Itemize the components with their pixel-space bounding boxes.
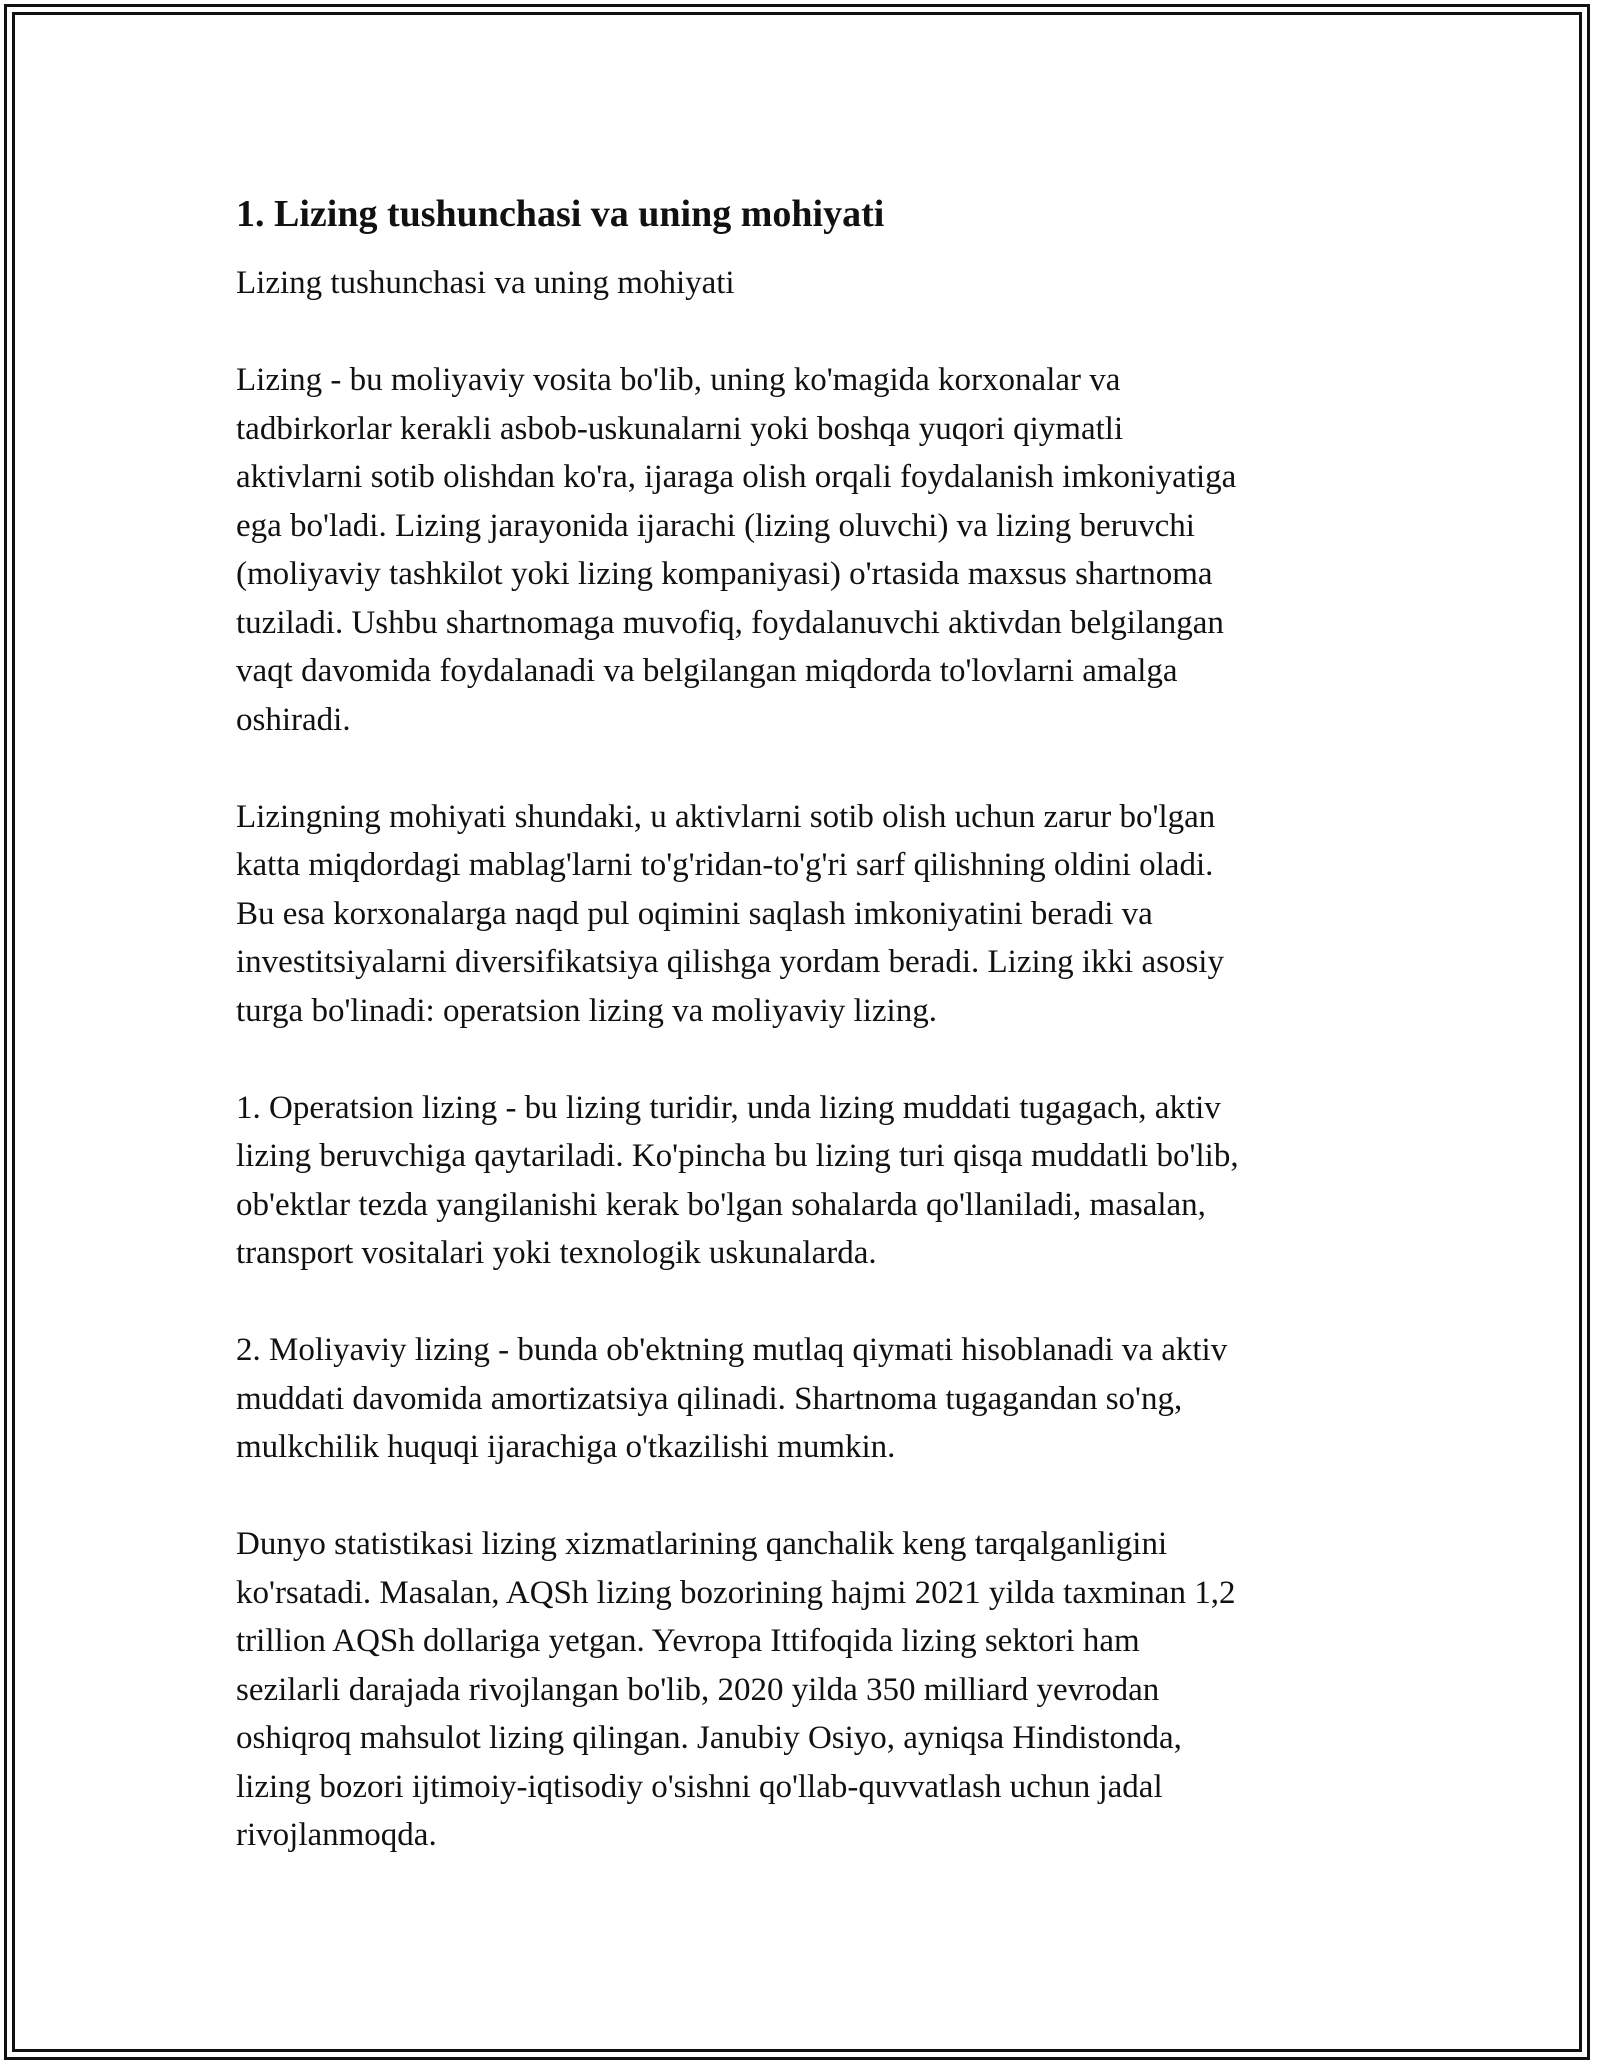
paragraph-financial-leasing: 2. Moliyaviy lizing - bunda ob'ektning mutlaq qiymati hisoblanadi va aktiv muddati davomida amortizatsiya qilinadi. Shartnoma tugagandan so'ng, mulkchilik huquqi ijarachiga o'tkazilishi mumkin. — [236, 1332, 1228, 1465]
page-title: 1. Lizing tushunchasi va uning mohiyati — [236, 193, 885, 235]
paragraph-operational-leasing: 1. Operatsion lizing - bu lizing turidir, unda lizing muddati tugagach, aktiv lizing beruvchiga qaytariladi. Ko'pincha bu lizing turi qisqa muddatli bo'lib, ob'ektlar tezda yangilanishi kerak bo'lgan sohalarda qo'llaniladi, masalan, transport vositalari yoki texnologik uskunalarda. — [236, 1089, 1239, 1271]
paragraph-world-statistics: Dunyo statistikasi lizing xizmatlarining qanchalik keng tarqalganligini ko'rsatadi. Masalan, AQSh lizing bozorining hajmi 2021 yilda taxminan 1,2 trillion AQSh dollariga yetgan. Yevropa Ittifoqida lizing sektori ham sezilarli darajada rivojlangan bo'lib, 2020 yilda 350 milliard yevrodan oshiqroq mahsulot lizing qilingan. Janubiy Osiyo, ayniqsa Hindistonda, lizing bozori ijtimoiy-iqtisodiy o'sishni qo'llab-quvvatlash uchun jadal rivojlanmoqda. — [236, 1526, 1236, 1853]
paragraph-definition: Lizing - bu moliyaviy vosita bo'lib, uning ko'magida korxonalar va tadbirkorlar kerakli asbob-uskunalarni yoki boshqa yuqori qiymatli aktivlarni sotib olishdan ko'ra, ijaraga olish orqali foydalanish imkoniyatiga ega bo'ladi. Lizing jarayonida ijarachi (lizing oluvchi) va lizing beruvchi (moliyaviy tashkilot yoki lizing kompaniyasi) o'rtasida maxsus shartnoma tuziladi. Ushbu shartnomaga muvofiq, foydalanuvchi aktivdan belgilangan vaqt davomida foydalanadi va belgilangan miqdorda to'lovlarni amalga oshiradi. — [236, 362, 1237, 738]
document-body — [236, 185, 1376, 1860]
paragraph-essence: Lizingning mohiyati shundaki, u aktivlarni sotib olish uchun zarur bo'lgan katta miqdordagi mablag'larni to'g'ridan-to'g'ri sarf qilishning oldini oladi. Bu esa korxonalarga naqd pul oqimini saqlash imkoniyatini beradi va investitsiyalarni diversifikatsiya qilishga yordam beradi. Lizing ikki asosiy turga bo'linadi: operatsion lizing va moliyaviy lizing. — [236, 798, 1224, 1029]
section-subtitle: Lizing tushunchasi va uning mohiyati — [236, 265, 735, 301]
